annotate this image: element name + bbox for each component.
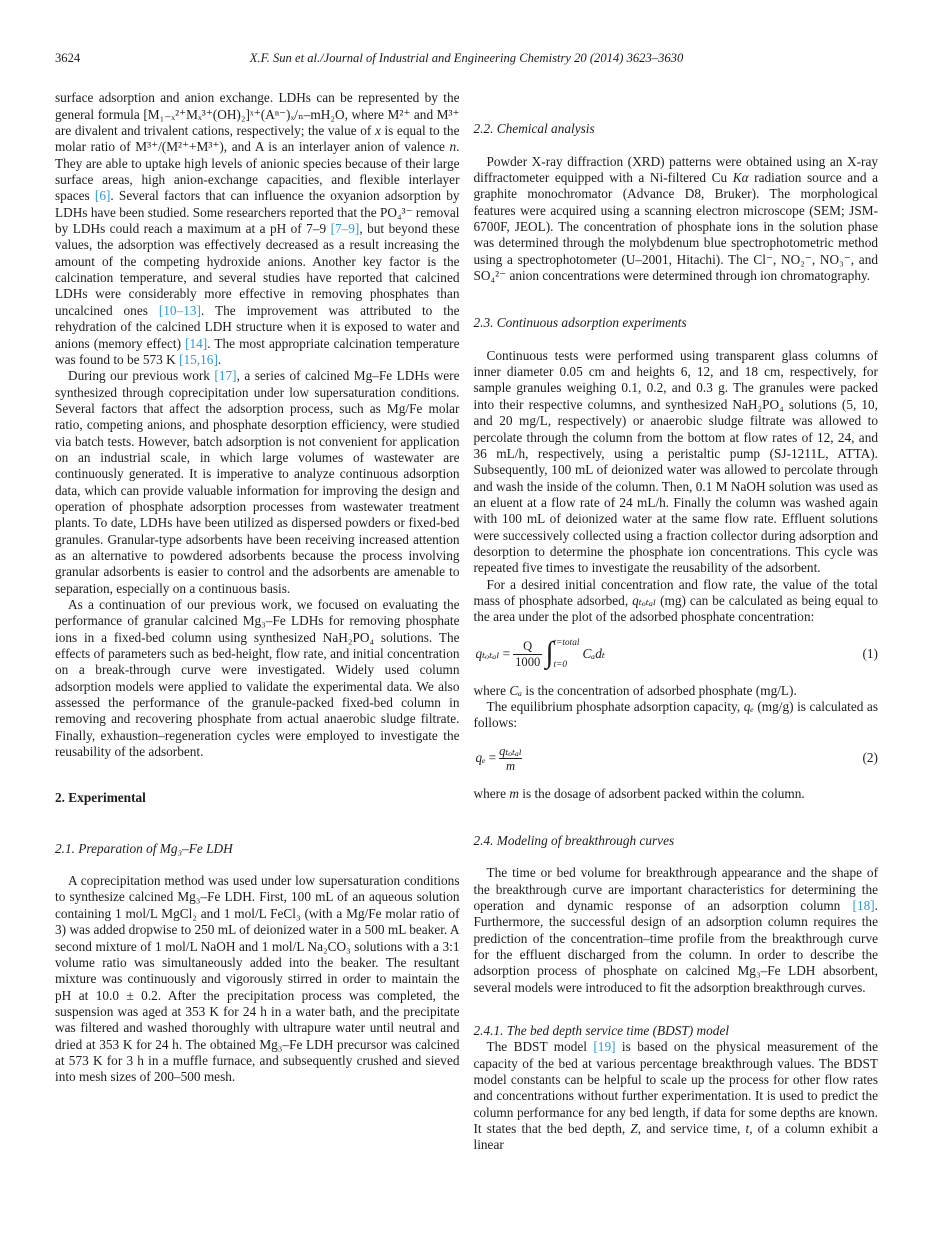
text-run: The time or bed volume for breakthrough appearance and the shape of the breakthrough curve are important characteristics for determining the operation and dynamic response of an adsorption column [473,865,878,913]
text-run: Kα [732,170,749,186]
text-run: (mg) can be calculated as being equal to the area under the plot of the adsorbed phosphate concentration: [473,592,878,625]
text-run: . The most appropriate calcination temperature was found to be 573 K [55,335,460,367]
text-run: Cₐdₜ [582,645,606,661]
subsection-heading: 2.1. Preparation of Mg₃–Fe LDH [55,840,233,856]
paragraph [55,873,460,1085]
subsection-heading: 2.4.1. The bed depth service time (BDST) model [473,1023,730,1039]
paragraph [474,683,879,699]
paragraph [474,1039,879,1153]
running-head: X.F. Sun et al./Journal of Industrial and Engineering Chemistry 20 (2014) 3623–3630 [249,51,684,65]
text-run: qₑ [743,698,754,714]
text-run: t [745,1121,750,1137]
paragraph [474,348,879,577]
text-run: For a desired initial concentration and flow rate, the value of the total mass of phosphate adsorbed, [473,576,878,608]
paragraph [474,154,879,285]
text-run: x [374,123,381,139]
citation-link[interactable]: [15,16] [179,351,218,367]
text-run: = [488,750,497,766]
two-column-body [55,90,878,1153]
text-run: is based on the physical measurement of the capacity of the bed at various percentage breakthrough values. The BDST model constants can be helpful to scale up the process for other flow rates and concentrations without further experimentation. It is used to predict the column performance for any bed length, if data for some depths are known. It states that the bed depth, [473,1039,878,1137]
subsection-heading: 2.4. Modeling of breakthrough curves [473,832,675,848]
text-run: (mg/g) is calculated as follows: [473,698,879,731]
text-run: . The improvement was attributed to the rehydration of the calcined LDH structure when it is exposed to water and anions (memory effect) [55,302,460,351]
text-run: . They are able to uptake high levels of anionic species because of their large surface areas, high anion-exchange capacities, and flexible interlayer spaces [55,139,460,204]
text-run: qₜₒₜₐₗ [475,645,500,661]
fraction: $\frac{Q}{1000}$ [515,639,541,669]
citation-link[interactable]: [18] [852,897,875,913]
paragraph [474,786,879,802]
citation-link[interactable]: [10–13] [158,302,201,318]
text-run: = [502,645,511,661]
text-run: A coprecipitation method was used under low supersaturation conditions to synthesize calcined Mg₃–Fe LDH. First, 100 mL of an aqueous solution containing 1 mol/L MgCl₂ and 1 mol/L FeCl₃ (with a Mg/Fe molar ratio of 3) was added dropwise to 250 mL of deionized water in a 500 mL beaker. A second mixture of 1 mol/L NaOH and 1 mol/L Na₂CO₃ solutions with a 3:1 volume ratio was simultaneously added into the beaker. The resultant mixture was continuously and vigorously stirred in order to maintain the pH at 10.0 ± 0.2. After the precipitation process was completed, the suspension was aged at 353 K for 24 h in a water bath, and the precipitate was filtered and washed thoroughly with ultrapure water until neutral and dried at 353 K for 24 h. The obtained Mg₃–Fe LDH precursor was calcined at 573 K for 3 h in a muffle furnace, and subsequently crushed and sieved into mesh sizes of 200–500 mesh. [55,873,460,1085]
text-run: m [509,785,519,801]
citation-link[interactable]: [14] [185,335,208,351]
equation-body [474,638,855,671]
equation [474,744,879,774]
paragraph [55,90,460,368]
page-header [55,50,878,66]
text-run: is equal to the molar ratio of M³⁺/(M²⁺+M³⁺), and A is an interlayer anion of valence [55,123,460,155]
text-run: where [473,682,510,698]
text-run: is the concentration of adsorbed phosphate (mg/L). [522,682,797,698]
equation-number: (1) [862,645,878,661]
text-run: , of a column exhibit a linear [473,1121,878,1153]
text-run: The equilibrium phosphate adsorption capacity, [486,698,744,714]
subsection-heading: 2.3. Continuous adsorption experiments [473,315,687,331]
left-column [55,90,460,1153]
text-run: where [473,785,510,801]
text-run: qₑ [475,750,486,766]
paragraph [55,597,460,760]
text-run: , a series of calcined Mg–Fe LDHs were synthesized through coprecipitation under low supersaturation conditions. Several factors that affect the adsorption process, such as Mg/Fe molar ratio, competing anions, and phosphate desorption efficiency, were studied via batch tests. However, batch adsorption is not convenient for application on an industrial scale, in which large volumes of wastewater are continuously generated. It is imperative to analyze continuous adsorption data, which can provide valuable information for improving the design and operation of phosphate adsorption processes from wastewater treatment plants. To date, LDHs have been utilized as dispersed powders or fixed-bed granules. Granular-type adsorbents have been receiving increased attention as an alternative to powdered adsorbents because the process involving granular adsorbents is easier to control and the adsorbents are amenable to separation, especially on a continuous basis. [55,368,460,596]
citation-link[interactable]: [6] [94,188,111,204]
paragraph [55,368,460,597]
text-run: Z [630,1121,638,1137]
text-run: is the dosage of adsorbent packed within the column. [518,785,805,801]
section-heading: 2. Experimental [55,790,146,806]
text-run: During our previous work [68,368,215,384]
paragraph [474,699,879,732]
text-run: The BDST model [486,1039,594,1055]
paragraph [474,577,879,626]
citation-link[interactable]: [7–9] [330,221,360,237]
right-column [474,90,879,1153]
text-run: qₜₒₜₐₗ [632,592,657,608]
equation [474,638,879,671]
text-run: , and service time, [637,1121,746,1137]
text-run: As a continuation of our previous work, we focused on evaluating the performance of granular calcined Mg₃–Fe LDHs for removing phosphate ions in a fixed-bed column using synthesized NaH₂PO₄ solutions. The effects of parameters such as bed-height, flow rate, and initial concentration on a break-through curve were investigated. Widely used column adsorption models were applied to validate the experimental data. We also assessed the performance of the granule-packed fixed-bed column in removing and recovering phosphate from actual anaerobic sludge filtrate. Finally, exhaustion–regeneration cycles were employed to investigate the reusability of the adsorbent. [55,597,460,760]
text-run: n [449,139,457,155]
citation-link[interactable]: [17] [214,368,237,384]
text-run: Cₐ [509,682,523,698]
paragraph [474,865,879,996]
text-run: Continuous tests were performed using transparent glass columns of inner diameter 0.05 cm and heights 6, 12, and 18 cm, respectively, for sample granules weighing 0.1, 0.2, and 0.3 g. The granules were packed into their respective columns, and synthesized NaH₂PO₄ solutions (5, 10, and 20 mg/L, respectively) or anaerobic sludge filtrate was allowed to percolate through the column from the bottom at flow rates of 12, 24, and 36 mL/h, respectively, using a peristaltic pump (SJ-1211L, ATTA). Subsequently, 100 mL of deionized water was allowed to percolate through and wash the inside of the column. Then, 0.1 M NaOH solution was used as an eluent at a flow rate of 24 mL/h. Finally the column was washed again with 100 mL of deionized water at the same flow rate. Effluent solutions were successively collected using a fraction collector during adsorption and desorption to determine the phosphate ion concentrations. This cycle was repeated five times to investigate the reusability of the adsorbent. [473,347,878,576]
text-run: , but beyond these values, the adsorption was effectively decreased as a result increasing the amount of the competing hydroxide anions. Another key factor is the calcination temperature, and several studies have reported that calcined LDHs were considerably more effective in removing phosphates than uncalcined ones [55,221,460,318]
integral-sign: ∫ t=total t=0 [545,636,580,671]
citation-link[interactable]: [19] [593,1039,616,1055]
page-number: 3624 [55,51,81,65]
equation-body [474,744,855,774]
text-run: Powder X-ray diffraction (XRD) patterns were obtained using an X-ray diffractometer equipped with a Ni-filtered Cu [473,153,878,186]
equation-number: (2) [862,750,878,766]
text-run: radiation source and a graphite monochromator (Advance D8, Bruker). The morphological features were acquired using a scanning electron microscope (SEM; JSM-6700F, JEOL). The concentration of phosphate ions in the solution phase was determined through the molybdenum blue spectrophotometric method using a spectrophotometer (U–2001, Hitachi). The Cl⁻, NO₂⁻, NO₃⁻, and SO₄²⁻ anion concentrations were determined through ion chromatography. [473,170,878,284]
subsection-heading: 2.2. Chemical analysis [473,121,595,137]
text-run: . [217,351,222,367]
fraction: $\frac{\text{qₜₒₜₐₗ}}{m}$ [499,743,522,774]
text-run: . Several factors that can influence the oxyanion adsorption by LDHs have been studied. Some researchers reported that the PO₄³⁻ removal by LDHs could reach a maximum at a pH of 7–9 [55,188,460,237]
text-run: . Furthermore, the successful design of an adsorption column requires the prediction of the concentration–time profile from the breakthrough curve for the effluent discharged from the column. In order to describe the adsorption process of phosphate on calcined Mg₃–Fe LDH absorbent, several models were introduced to fit the adsorption breakthrough curves. [473,897,878,995]
text-run: surface adsorption and anion exchange. LDHs can be represented by the general formula [M₁₋ₓ²⁺Mₓ³⁺(OH)₂]ˣ⁺(Aⁿ⁻)ₓ/ₙ–mH₂O, where M²⁺ and M³⁺ are divalent and trivalent cations, respectively; the value of [55,90,460,139]
